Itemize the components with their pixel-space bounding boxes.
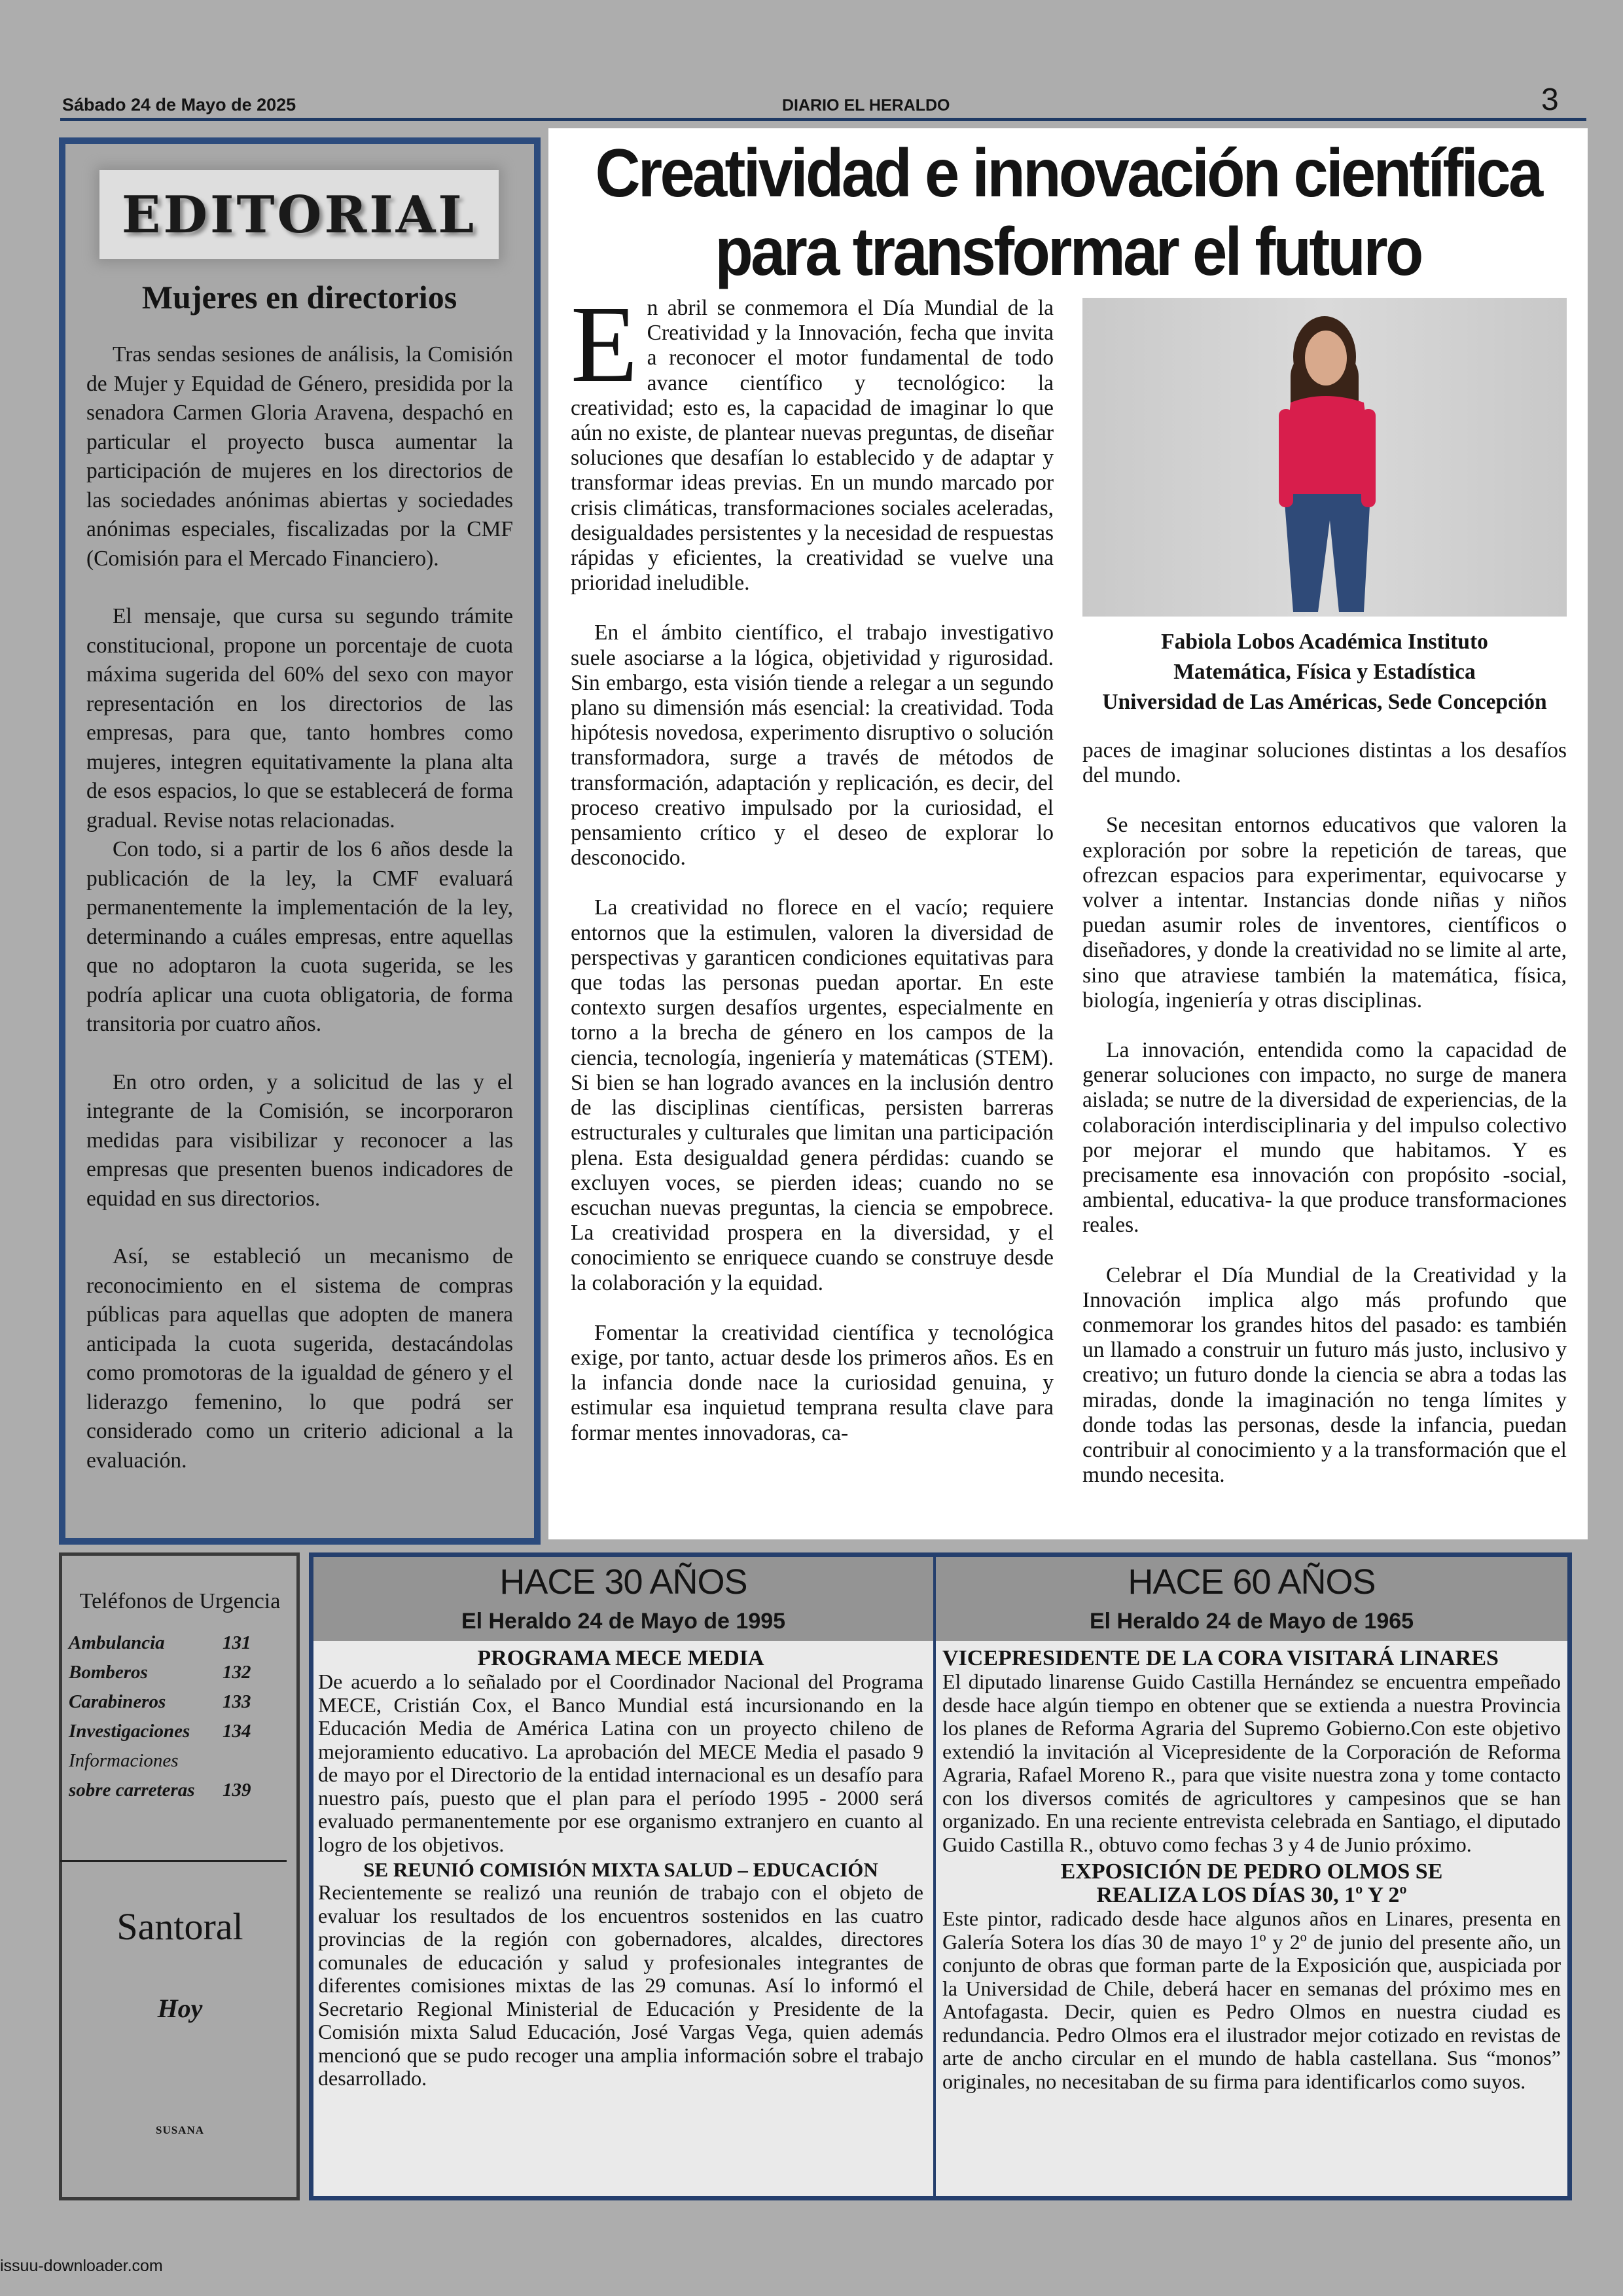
- phone-name: sobre carreteras: [69, 1780, 195, 1801]
- article-paragraph: Celebrar el Día Mundial de la Creatividad y la Innovación implica algo más profundo que conmemorar los grandes hitos del pasado: es también un llamado a construir un futuro más justo, inclusivo y creativo; un futuro donde la ciencia se abra a todas las miradas, donde la imaginación no tenga límites y donde todas las personas, desde la infancia, puedan contribuir al conocimiento y a la transformación que el mundo necesita.: [1082, 1263, 1567, 1488]
- hace30-subtitle: El Heraldo 24 de Mayo de 1995: [461, 1609, 786, 1634]
- article-title: [590, 134, 1546, 291]
- article-paragraph: n abril se conmemora el Día Mundial de la Creatividad y la Innovación, fecha que invita a reconocer el motor fundamental de todo avance científico y tecnológico: la creatividad; esto es, la capacidad de imaginar lo que aún no existe, de plantear nuevas preguntas, de diseñar soluciones que desafían lo establecido y de adaptar y transformar ideas previas. En un mundo marcado por crisis climáticas, transformaciones sociales aceleradas, desigualdades persistentes y la necesidad de respuestas rápidas y eficientes, la creatividad se vuelve una prioridad ineludible.: [571, 296, 1054, 596]
- phone-row: [69, 1632, 294, 1662]
- hace60-headline: EXPOSICIÓN DE PEDRO OLMOS SE: [1060, 1859, 1443, 1884]
- page-number: 3: [1541, 82, 1559, 117]
- phone-row: [69, 1662, 294, 1691]
- article-paragraph: En el ámbito científico, el trabajo investigativo suele asociarse a la lógica, objetividad y rigurosidad. Sin embargo, esta visión tiende a relegar a un segundo plano su dimensión más esencial: la creatividad. Toda hipótesis novedosa, experimento disruptivo o solución transformadora, surge a través de métodos de transformación, adaptación y replicación, es decir, del proceso creativo impulsado por la curiosidad, el pensamiento crítico y el deseo de explorar lo desconocido.: [571, 620, 1054, 870]
- phone-number: 131: [223, 1632, 251, 1653]
- santoral-name: SUSANA: [155, 2124, 205, 2136]
- phone-note: [69, 1750, 294, 1780]
- caption-line: Universidad de Las Américas, Sede Concepción: [1102, 690, 1547, 714]
- hace30-headline: SE REUNIÓ COMISIÓN MIXTA SALUD – EDUCACIÓN: [363, 1858, 878, 1881]
- hace60-text: Este pintor, radicado desde hace algunos años en Linares, presenta en Galería Sotera los días 30 de mayo 1º y 2º de junio del presente año, un conjunto de obras que forman parte de la Exposición que, auspiciada por la Universidad de Chile, deberá hacer en semanas del próximo mes en Antofagasta. Decir, quien es Pedro Olmos en nuestra ciudad es redundancia. Pedro Olmos era el ilustrador mejor cotizado en revistas de arte de ancho circular en el mundo de habla castellana. Sus “monos” originales, no necesitaban de su firma para identificarlos como suyos.: [942, 1907, 1561, 2093]
- hace60-headline: REALIZA LOS DÍAS 30, 1º Y 2º: [1096, 1883, 1407, 1907]
- article-column-left: [571, 283, 1054, 1446]
- phone-name: Carabineros: [69, 1691, 166, 1712]
- caption-line: Matemática, Física y Estadística: [1173, 660, 1476, 684]
- phone-row: [69, 1691, 294, 1721]
- article-paragraph: La creatividad no florece en el vacío; requiere entornos que la estimulen, valoren la diversidad de perspectivas y garanticen condiciones equitativas para que todas las personas puedan aportar. En este contexto surgen desafíos urgentes, especialmente en torno a la brecha de género en los campos de la ciencia, tecnología, ingeniería y matemáticas (STEM). Si bien se han logrado avances en la inclusión dentro de las disciplinas científicas, persisten barreras estructurales y culturales que limitan una participación plena. Esta desigualdad genera pérdidas: cuando se excluyen voces, se pierden ideas; cuando no se escuchan nuevas preguntas, la ciencia se empobrece. La creatividad prospera en la diversidad, y el conocimiento se enriquece cuando se construye desde la colaboración y la equidad.: [571, 895, 1054, 1295]
- hace30-text: Recientemente se realizó una reunión de trabajo con el objeto de evaluar los resultados de los encuentros sostenidos en las cuatro provincias de la región con gobernadores, alcaldes, directores comunales de educación y salud y profesionales integrantes de diferentes comisiones mixtas de las 29 comunas. Así lo informó el Secretario Regional Ministerial de Educación y Presidente de la Comisión mixta Salud Educación, José Vargas Vega, quien además mencionó que se pudo recoger una amplia información sobre el trabajo desarrollado.: [318, 1880, 923, 2090]
- editorial-paragraph: Así, se estableció un mecanismo de reconocimiento en el sistema de compras públicas para aquellas que adopten de manera anticipada la cuota sugerida, destacándolas como promotoras de la igualdad de género y el liderazgo femenino, lo que podrá ser considerado como un criterio adicional a la evaluación.: [86, 1244, 513, 1473]
- santoral-title: Santoral: [116, 1905, 243, 1948]
- editorial-paragraph: Con todo, si a partir de los 6 años desde la publicación de la ley, la CMF evaluará permanentemente la implementación de la ley, determinando a cuáles empresas, entre aquellas que no adoptaron la cuota sugerida, se les podría aplicar una cuota obligatoria, de forma transitoria por cuatro años.: [86, 837, 513, 1036]
- hace30-body: [318, 1647, 923, 2090]
- newspaper-name: DIARIO EL HERALDO: [782, 96, 950, 115]
- editorial-paragraph: El mensaje, que cursa su segundo trámite constitucional, propone un porcentaje de cuota máxima sugerida del 60% del sexo con mayor representación en los directorios de las empresas, para que, tanto hombres como mujeres, integren equitativamente la plana alta de esos espacios, lo que se establecerá de forma gradual. Revise notas relacionadas.: [86, 604, 513, 833]
- phone-number: 133: [223, 1691, 251, 1712]
- article-paragraph: La innovación, entendida como la capacidad de generar soluciones con impacto, no surge de manera aislada; se nutre de la diversidad de experiencias, de la colaboración interdisciplinaria y del impulso colectivo por mejorar el mundo que habitamos. Y es precisamente esa innovación con propósito -social, ambiental, educativa- la que produce transformaciones reales.: [1082, 1038, 1567, 1238]
- author-photo: [1082, 298, 1567, 617]
- phone-name: Bomberos: [69, 1662, 148, 1683]
- article-title-line: para transformar el futuro: [715, 214, 1421, 290]
- header-rule: [60, 118, 1586, 121]
- santoral-today: Hoy: [157, 1994, 203, 2023]
- hace30-text: De acuerdo a lo señalado por el Coordinador Nacional del Programa MECE, Cristián Cox, el Banco Mundial está incursionando en la Educación Media de América Latina con un proyecto chileno de mejoramiento educativo. La aprobación del MECE Media el pasado 9 de mayo por el Directorio de la entidad internacional es un desafío para nuestro país, puesto que el plan para el período 1995 - 2000 será evaluado permanentemente por ese organismo extranjero en cuanto al logro de los objetivos.: [318, 1670, 923, 1856]
- phone-number: 132: [223, 1662, 251, 1683]
- phone-row: [69, 1780, 294, 1809]
- watermark: issuu-downloader.com: [0, 2257, 163, 2275]
- editorial-paragraph: Tras sendas sesiones de análisis, la Comisión de Mujer y Equidad de Género, presidida por la senadora Carmen Gloria Aravena, despachó en particular el proyecto busca aumentar la participación de mujeres en los directorios de las sociedades anónimas abiertas y sociedades anónimas especiales, fiscalizadas por la CMF (Comisión para el Mercado Financiero).: [86, 342, 513, 571]
- editorial-paragraph: En otro orden, y a solicitud de las y el integrante de la Comisión, se incorporaron medidas para visibilizar y reconocer a las empresas que presenten buenos indicadores de equidad en sus directorios.: [86, 1069, 513, 1211]
- photo-caption: [1082, 627, 1567, 717]
- history-divider: [933, 1557, 936, 2196]
- phone-name: Ambulancia: [69, 1632, 165, 1653]
- phone-info-label: Informaciones: [69, 1750, 179, 1771]
- drop-cap: E: [571, 283, 638, 405]
- sidebar-divider: [60, 1860, 287, 1862]
- hace60-headline: VICEPRESIDENTE DE LA CORA VISITARÁ LINARES: [942, 1646, 1499, 1670]
- article-paragraph: Se necesitan entornos educativos que valoren la exploración por sobre la repetición de tareas, que ofrezcan espacios para experimentar, equivocarse y volver a intentar. Instancias donde niñas y niños puedan asumir roles de inventores, científicos o diseñadores, y donde la creatividad no se limite al arte, sino que atraviese también la matemática, física, biología, ingeniería y otras disciplinas.: [1082, 813, 1567, 1013]
- hace30-title: HACE 30 AÑOS: [499, 1562, 747, 1602]
- editorial-body: [86, 340, 513, 1475]
- phones-title: Teléfonos de Urgencia: [79, 1589, 281, 1613]
- article-title-line: Creatividad e innovación científica: [595, 135, 1541, 211]
- phones-list: [69, 1632, 294, 1809]
- hace60-body: [942, 1647, 1561, 2093]
- caption-line: Fabiola Lobos Académica Instituto: [1161, 630, 1488, 654]
- issue-date: Sábado 24 de Mayo de 2025: [62, 95, 296, 115]
- hace60-subtitle: El Heraldo 24 de Mayo de 1965: [1089, 1609, 1414, 1634]
- phone-number: 134: [223, 1721, 251, 1742]
- phone-name: Investigaciones: [69, 1721, 190, 1742]
- phone-number: 139: [223, 1780, 251, 1801]
- article-column-right: [1082, 738, 1567, 1488]
- hace60-title: HACE 60 AÑOS: [1128, 1562, 1376, 1602]
- hace60-text: El diputado linarense Guido Castilla Hernández se encuentra empeñado desde hace algún tiempo en obtener que se extienda a nuestra Provincia los planes de Reforma Agraria del Supremo Gobierno.Con este objetivo extendió la invitación al Vicepresidente de la Corporación de Reforma Agraria, Rafael Moreno R., para que visite nuestra zona y tome contacto con los diversos comités de agricultores y campesinos que se han organizado. En una reciente entrevista celebrada en Santiago, el diputado Guido Castilla R., obtuvo como fechas 3 y 4 de Junio próximo.: [942, 1670, 1561, 1856]
- article-paragraph: Fomentar la creatividad científica y tecnológica exige, por tanto, actuar desde los primeros años. Es en la infancia donde nace la curiosidad genuina, y estimular esa inquietud temprana resulta clave para formar mentes innovadoras, ca-: [571, 1320, 1054, 1445]
- article-paragraph: paces de imaginar soluciones distintas a los desafíos del mundo.: [1082, 738, 1567, 788]
- phone-row: [69, 1721, 294, 1750]
- editorial-subtitle: Mujeres en directorios: [141, 279, 457, 315]
- hace30-headline: PROGRAMA MECE MEDIA: [477, 1646, 764, 1670]
- editorial-badge: EDITORIAL: [99, 170, 499, 259]
- author-photo-illustration: [1082, 298, 1567, 617]
